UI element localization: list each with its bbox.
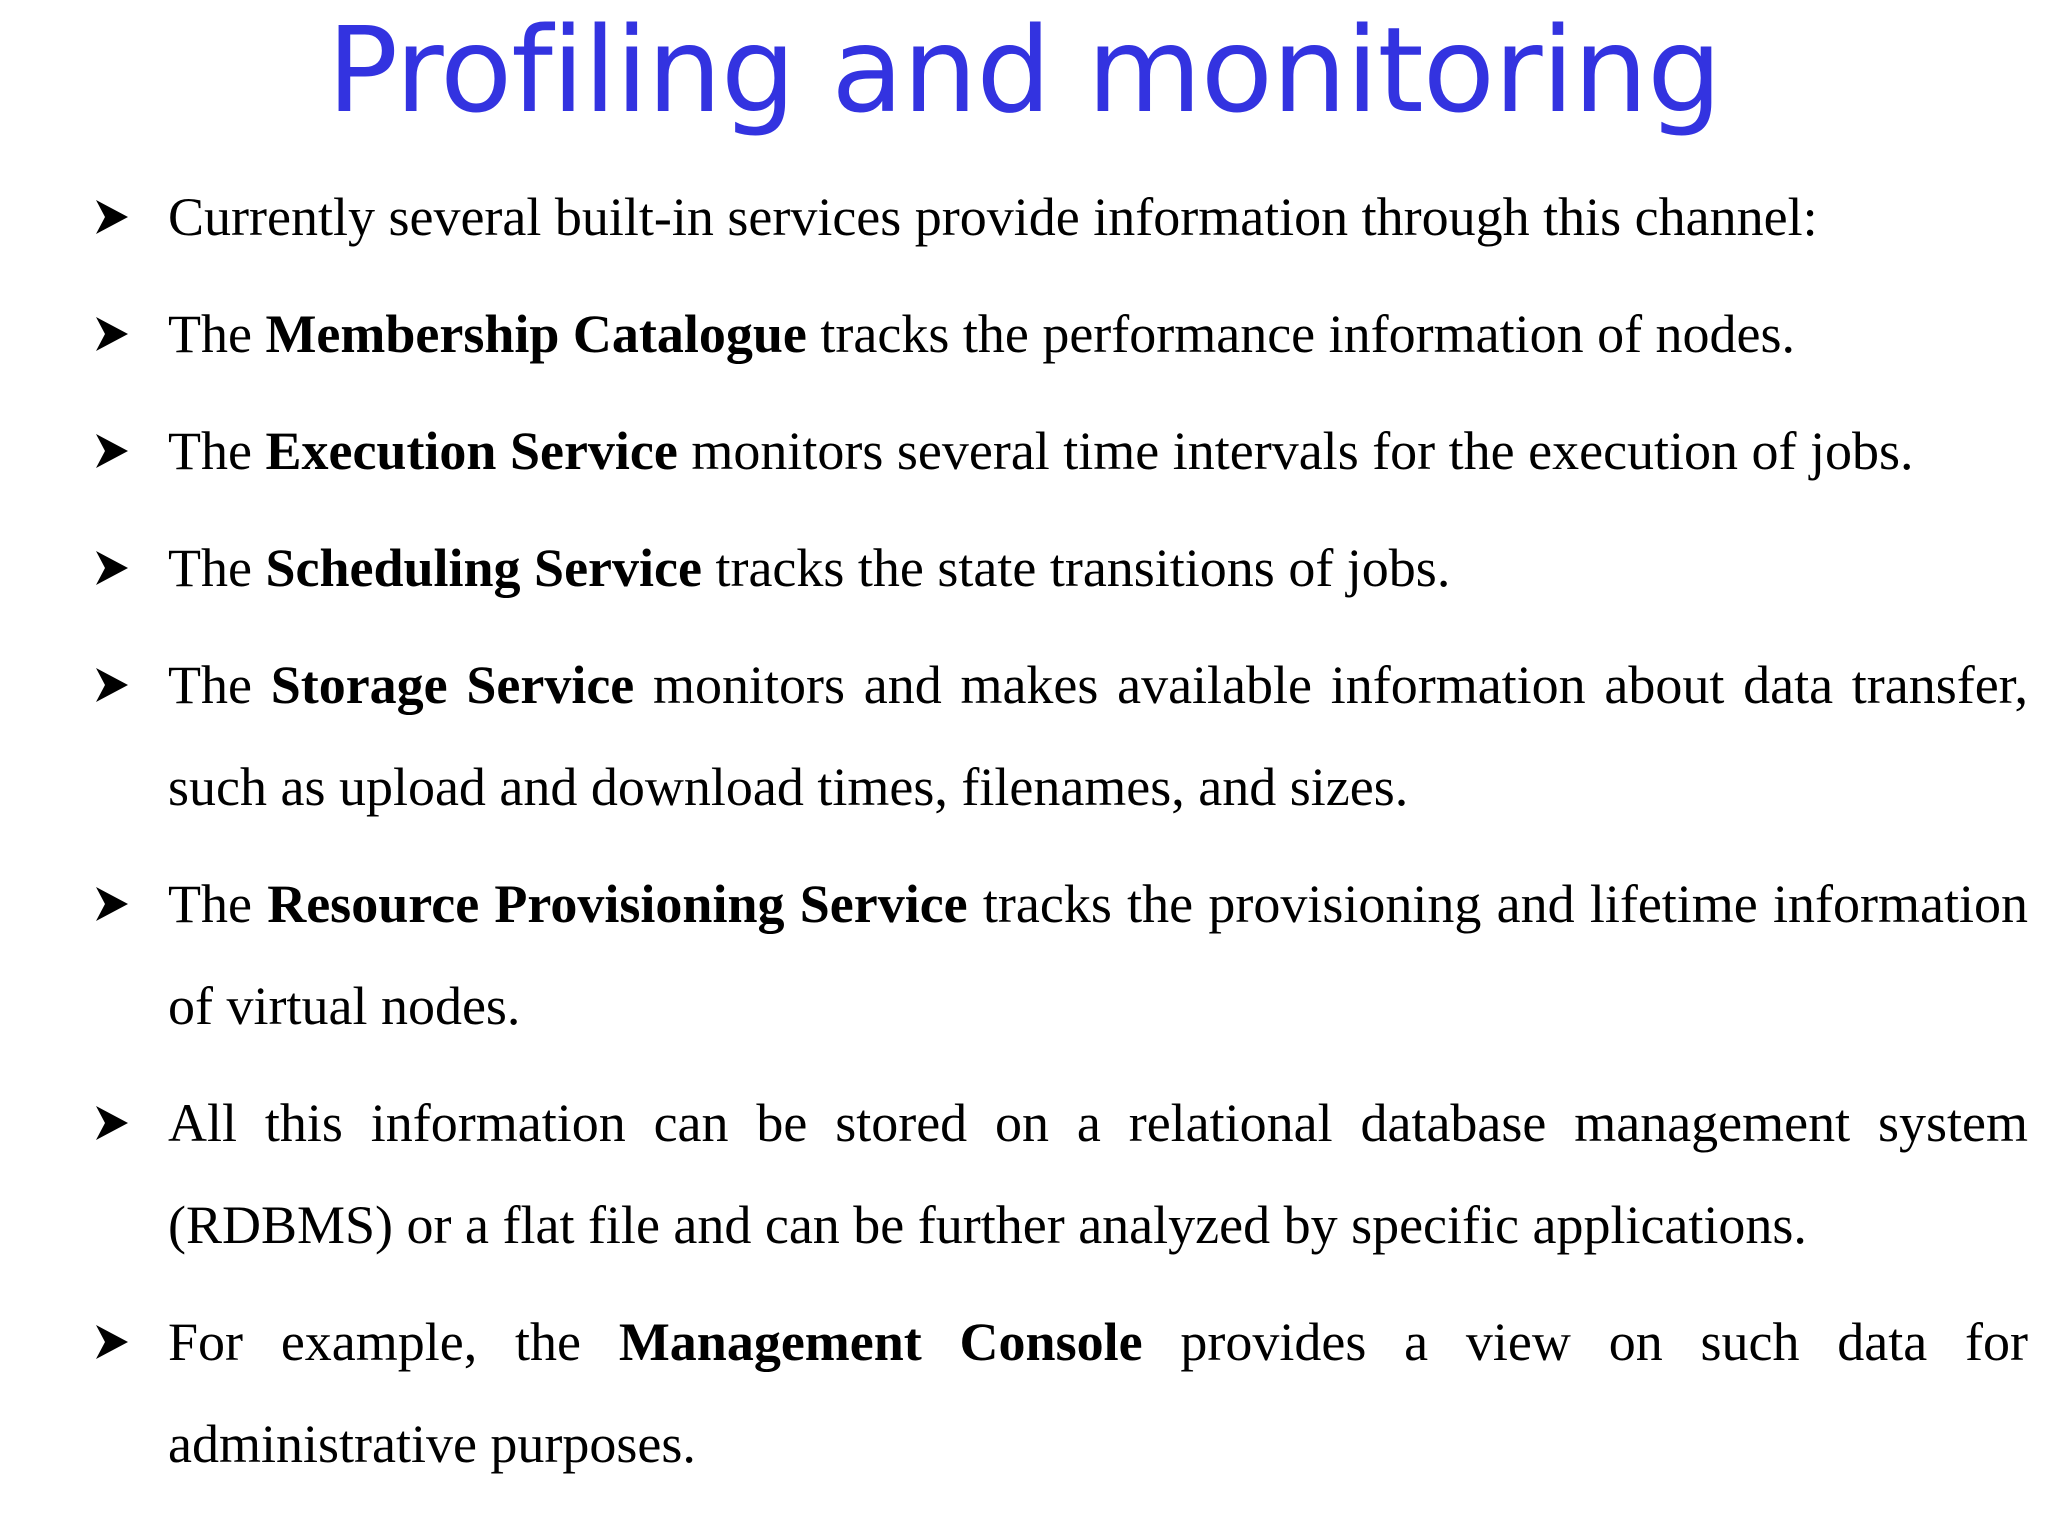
bullet-item <box>92 416 2028 486</box>
bullet-text: All this information can be stored on a relational database management system (RDBMS) or a flat file and can be further analyzed by specific applications. <box>168 1093 2028 1255</box>
arrowhead-bullet-icon <box>92 416 142 486</box>
arrowhead-bullet-icon <box>92 869 142 939</box>
bullet-text: The Execution Service monitors several time intervals for the execution of jobs. <box>168 421 1914 481</box>
slide-title: Profiling and monitoring <box>327 1 1721 139</box>
bullet-item <box>92 533 2028 603</box>
arrowhead-bullet-icon <box>92 182 142 252</box>
bullet-item <box>92 299 2028 369</box>
bullet-item <box>92 182 2028 252</box>
arrowhead-bullet-icon <box>92 533 142 603</box>
bullet-text: The Membership Catalogue tracks the performance information of nodes. <box>168 304 1796 364</box>
arrowhead-bullet-icon <box>92 650 142 720</box>
bullet-text: Currently several built-in services provide information through this channel: <box>168 187 1818 247</box>
bullet-text: The Scheduling Service tracks the state transitions of jobs. <box>168 538 1451 598</box>
arrowhead-bullet-icon <box>92 299 142 369</box>
bullet-list <box>92 182 2028 1526</box>
bullet-item <box>92 853 2028 1057</box>
bullet-text: The Storage Service monitors and makes available information about data transfer, such as upload and download times, filenames, and sizes. <box>168 655 2029 817</box>
bullet-text: The Resource Provisioning Service tracks the provisioning and lifetime information of virtual nodes. <box>168 874 2028 1036</box>
arrowhead-bullet-icon <box>92 1307 142 1377</box>
bullet-item <box>92 1291 2028 1495</box>
bullet-item <box>92 634 2028 838</box>
bullet-text: For example, the Management Console provides a view on such data for administrative purposes. <box>168 1312 2028 1474</box>
bullet-item <box>92 1072 2028 1276</box>
arrowhead-bullet-icon <box>92 1088 142 1158</box>
